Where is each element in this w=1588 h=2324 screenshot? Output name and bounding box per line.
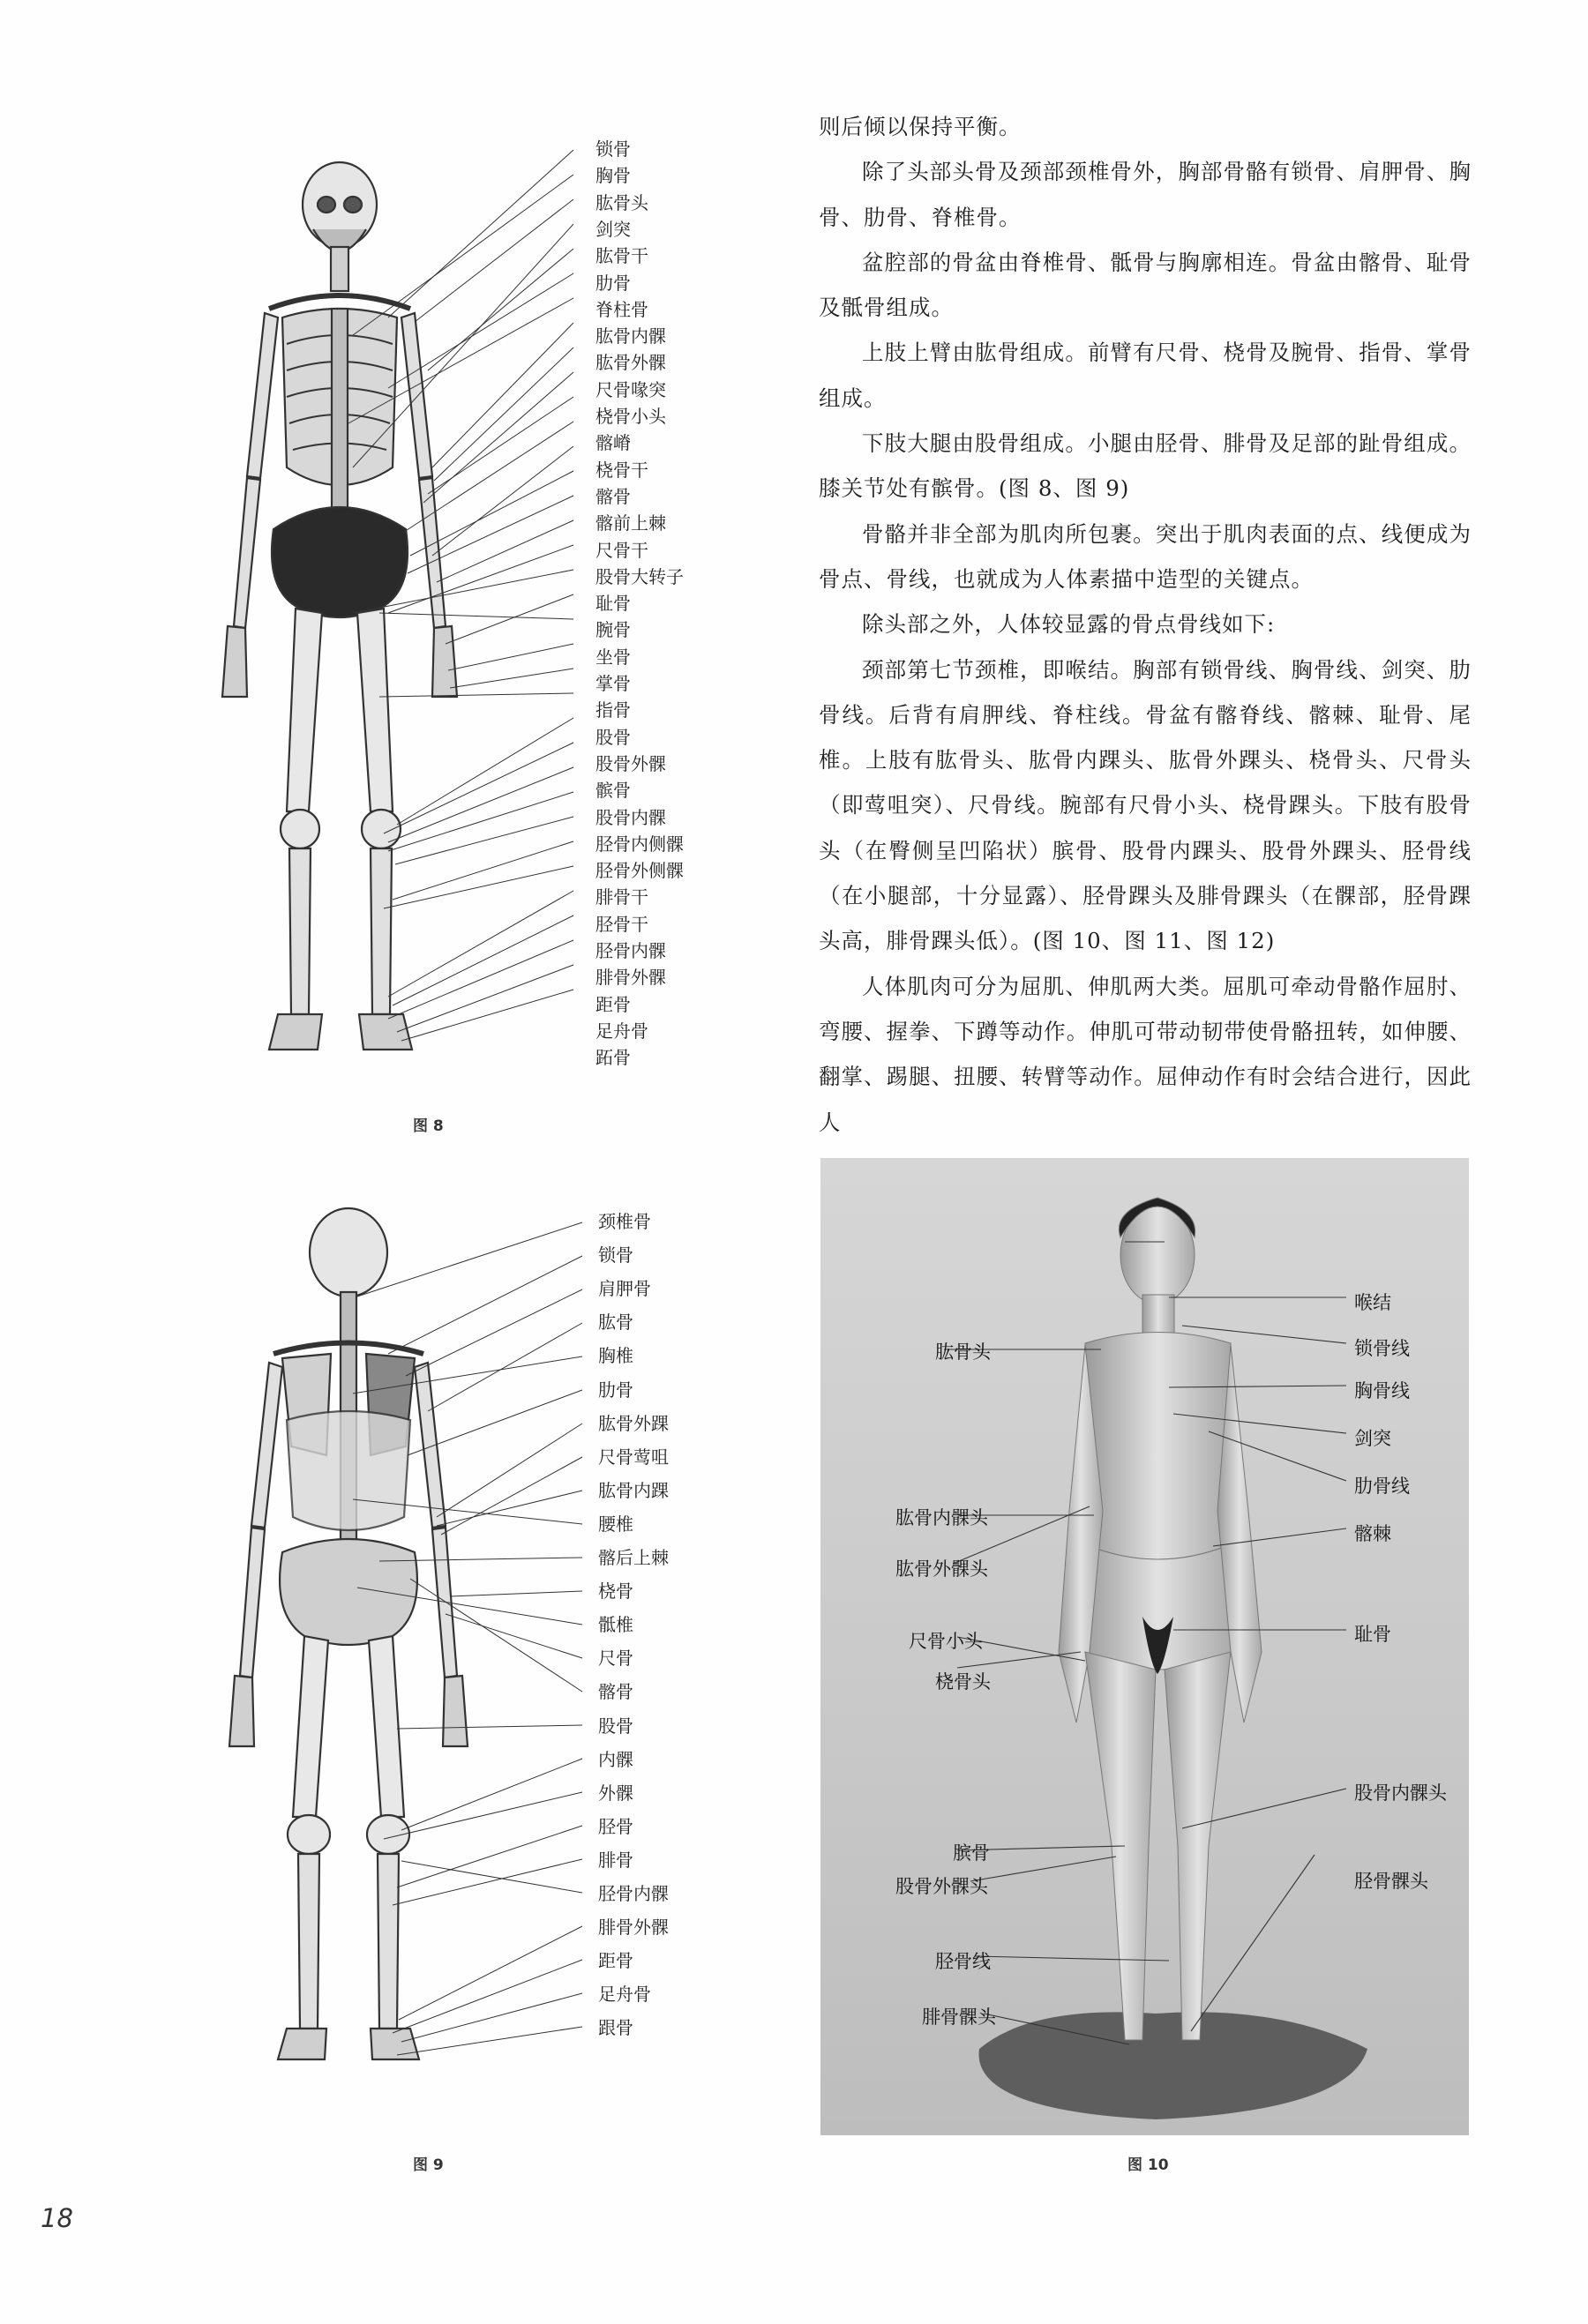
- bone-label: 髂骨: [598, 1681, 633, 1703]
- bone-label: 坐骨: [596, 646, 631, 668]
- bone-label: 髂骨: [596, 485, 631, 507]
- bone-label: 胫骨内髁: [596, 940, 666, 961]
- bone-label: 胫骨干: [596, 913, 648, 935]
- bone-label: 内髁: [598, 1748, 633, 1770]
- bone-label: 肋骨: [596, 272, 631, 294]
- bone-label: 股骨外髁: [596, 752, 666, 774]
- bone-label: 指骨: [596, 699, 631, 721]
- bone-label: 剑突: [596, 218, 631, 240]
- paragraph: 人体肌肉可分为屈肌、伸肌两大类。屈肌可牵动骨骼作屈肘、弯腰、握拳、下蹲等动作。伸肌可带动韧带使骨骼扭转，如伸腰、翻掌、踢腿、扭腰、转臂等动作。屈伸动作有时会结合进行，因此人: [819, 973, 1472, 1135]
- figure-10-photo: [820, 1158, 1469, 2135]
- bone-label: 腰椎: [598, 1513, 633, 1535]
- bone-label: 腓骨外髁: [596, 967, 666, 989]
- body-text: [819, 104, 1472, 1145]
- bone-label: 尺骨喙突: [596, 378, 666, 400]
- figure-8-caption: 图 8: [413, 1117, 444, 1135]
- bone-label: 肱骨头: [596, 191, 648, 213]
- paragraph: 颈部第七节颈椎，即喉结。胸部有锁骨线、胸骨线、剑突、肋骨线。后背有肩胛线、脊柱线。骨盆有髂脊线、髂棘、耻骨、尾椎。上肢有肱骨头、肱骨内踝头、肱骨外踝头、桡骨头、尺骨头（即莺咀突）、尺骨线。腕部有尺骨小头、桡骨踝头。下肢有股骨头（在臀侧呈凹陷状）膑骨、股骨内踝头、股骨外踝头、胫骨线（在小腿部，十分显露）、胫骨踝头及腓骨踝头（在髁部，胫骨踝头高，腓骨踝头低）。(图 10、图 11、图 12): [819, 656, 1472, 954]
- landmark-label: 肱骨内髁头: [895, 1507, 988, 1528]
- landmark-label: 股骨外髁头: [895, 1876, 988, 1897]
- page-number: 18: [41, 2203, 73, 2233]
- bone-label: 桡骨小头: [596, 406, 666, 427]
- bone-label: 股骨大转子: [596, 565, 684, 587]
- landmark-label: 剑突: [1354, 1428, 1391, 1449]
- landmark-label: 桡骨头: [935, 1671, 991, 1693]
- bone-label: 外髁: [598, 1782, 633, 1804]
- bone-label: 锁骨: [598, 1244, 633, 1267]
- landmark-label: 喉结: [1354, 1292, 1391, 1313]
- bone-label: 股骨: [596, 726, 631, 748]
- landmark-label: 锁骨线: [1354, 1338, 1410, 1359]
- bone-label: 肱骨内踝: [598, 1479, 669, 1501]
- paragraph: 骨骼并非全部为肌肉所包裹。突出于肌肉表面的点、线便成为骨点、骨线，也就成为人体素描中造型的关键点。: [819, 520, 1472, 592]
- paragraph: 除了头部头骨及颈部颈椎骨外，胸部骨骼有锁骨、肩胛骨、胸骨、肋骨、脊椎骨。: [819, 159, 1472, 230]
- bone-label: 桡骨干: [596, 459, 648, 481]
- bone-label: 掌骨: [596, 673, 631, 694]
- bone-label: 锁骨: [596, 138, 631, 160]
- bone-label: 距骨: [598, 1950, 633, 1972]
- bone-label: 股骨内髁: [596, 806, 666, 828]
- paragraph: 下肢大腿由股骨组成。小腿由胫骨、腓骨及足部的趾骨组成。膝关节处有髌骨。(图 8、图 9): [819, 430, 1472, 502]
- landmark-label: 肱骨头: [935, 1341, 991, 1363]
- bone-label: 胸椎: [598, 1345, 633, 1367]
- bone-label: 足舟骨: [598, 1984, 651, 2006]
- landmark-label: 胸骨线: [1354, 1380, 1410, 1401]
- bone-label: 跟骨: [598, 2017, 633, 2039]
- bone-label: 髂后上棘: [598, 1547, 669, 1568]
- bone-label: 脊柱骨: [596, 298, 648, 320]
- bone-label: 距骨: [596, 993, 631, 1015]
- bone-label: 骶椎: [598, 1614, 633, 1636]
- bone-label: 尺骨莺咀: [598, 1446, 669, 1468]
- bone-label: 胫骨外侧髁: [596, 860, 684, 882]
- landmark-label: 胫骨髁头: [1354, 1871, 1428, 1892]
- bone-label: 腓骨: [598, 1849, 633, 1871]
- bone-label: 肱骨: [598, 1311, 633, 1334]
- landmark-label: 腓骨髁头: [922, 2006, 996, 2028]
- bone-label: 肱骨干: [596, 245, 648, 267]
- bone-label: 胫骨内侧髁: [596, 833, 684, 855]
- landmark-label: 肋骨线: [1354, 1476, 1410, 1497]
- bone-label: 肱骨外踝: [598, 1412, 669, 1434]
- landmark-label: 肱骨外髁头: [895, 1558, 988, 1580]
- bone-label: 胫骨: [598, 1815, 633, 1837]
- figure-10-caption: 图 10: [1127, 2156, 1169, 2174]
- bone-label: 桡骨: [598, 1580, 633, 1603]
- bone-label: 肱骨内髁: [596, 325, 666, 347]
- bone-label: 耻骨: [596, 593, 631, 615]
- bone-label: 髂嵴: [596, 432, 631, 454]
- bone-label: 肋骨: [598, 1379, 633, 1401]
- paragraph: 盆腔部的骨盆由脊椎骨、骶骨与胸廓相连。骨盆由髂骨、耻骨及骶骨组成。: [819, 249, 1472, 321]
- paragraph: 除头部之外，人体较显露的骨点骨线如下:: [862, 611, 1276, 638]
- bone-label: 髌骨: [596, 780, 631, 802]
- bone-label: 跖骨: [596, 1047, 631, 1069]
- landmark-label: 髂棘: [1354, 1523, 1391, 1544]
- bone-label: 肱骨外髁: [596, 352, 666, 374]
- landmark-label: 膑骨: [953, 1842, 990, 1864]
- bone-label: 尺骨: [598, 1648, 633, 1670]
- paragraph: 上肢上臂由肱骨组成。前臂有尺骨、桡骨及腕骨、指骨、掌骨组成。: [819, 340, 1472, 411]
- bone-label: 胫骨内髁: [598, 1883, 669, 1904]
- bone-label: 腓骨外髁: [598, 1917, 669, 1939]
- bone-label: 髂前上棘: [596, 512, 666, 534]
- bone-label: 尺骨干: [596, 539, 648, 561]
- landmark-label: 耻骨: [1354, 1624, 1391, 1645]
- bone-label: 足舟骨: [596, 1020, 648, 1042]
- bone-label: 颈椎骨: [598, 1211, 651, 1232]
- bone-label: 肩胛骨: [598, 1278, 651, 1300]
- landmark-label: 胫骨线: [935, 1951, 991, 1972]
- bone-label: 胸骨: [596, 165, 631, 187]
- landmark-label: 股骨内髁头: [1354, 1782, 1447, 1804]
- figure-9-caption: 图 9: [413, 2156, 444, 2174]
- landmark-label: 尺骨小头: [909, 1631, 983, 1652]
- paragraph: 则后倾以保持平衡。: [819, 114, 1022, 139]
- figure-9: [176, 1199, 706, 2187]
- bone-label: 腓骨干: [596, 886, 648, 908]
- bone-label: 腕骨: [596, 619, 631, 641]
- figure-8: [176, 132, 706, 1135]
- bone-label: 股骨: [598, 1715, 633, 1737]
